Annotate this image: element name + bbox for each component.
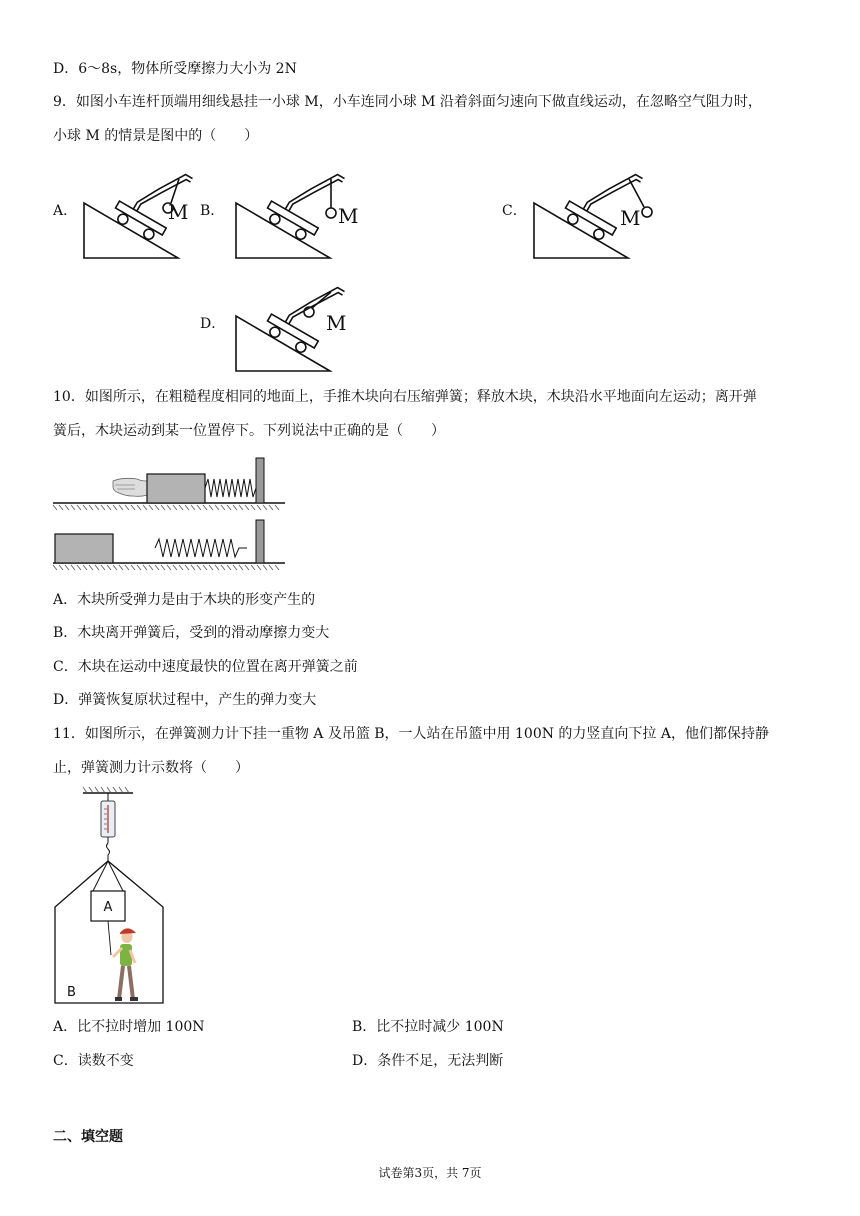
q11-option-a: A．比不拉时增加 100N	[53, 1019, 205, 1035]
q9-a-ball-label: M	[168, 200, 189, 224]
q10-option-b: B．木块离开弹簧后，受到的滑动摩擦力变大	[53, 625, 330, 641]
q11-option-c: C．读数不变	[53, 1053, 134, 1069]
q11-figure	[53, 785, 168, 1007]
q10-top-scene	[53, 458, 285, 510]
q9-option-b-label: B．	[200, 203, 225, 219]
q10-spring-compressed	[205, 479, 256, 497]
q11-option-d: D．条件不足，无法判断	[352, 1053, 504, 1069]
q9-option-c-label: C．	[502, 203, 527, 219]
q9-figure-d	[232, 268, 372, 378]
q9-figure-a	[80, 155, 200, 265]
basket-b-label: B	[67, 985, 76, 1000]
q10-spring-relaxed	[155, 539, 247, 557]
q9-option-d-label: D．	[200, 316, 226, 332]
q9-text-line1: 9．如图小车连杆顶端用细线悬挂一小球 M，小车连同小球 M 沿着斜面匀速向下做直线运动，在忽略空气阻力时，	[53, 94, 762, 110]
q9-option-a-label: A．	[53, 203, 78, 219]
person-icon	[113, 928, 138, 1001]
q8-option-d: D．6～8s，物体所受摩擦力大小为 2N	[53, 61, 297, 77]
q10-figure	[53, 455, 293, 575]
q10-block-bottom	[55, 534, 113, 563]
q9-b-ball-label: M	[338, 204, 359, 228]
weight-a-label: A	[103, 900, 113, 915]
q9-c-ball-label: M	[620, 206, 641, 230]
q9-figure-b	[232, 155, 372, 265]
q9-figure-c	[530, 155, 670, 265]
page-footer: 试卷第3页，共 7页	[378, 1166, 482, 1180]
q9-d-ball-label: M	[326, 311, 347, 335]
q11-option-b: B．比不拉时减少 100N	[352, 1019, 504, 1035]
q10-text-line2: 簧后，木块运动到某一位置停下。下列说法中正确的是（ ）	[53, 423, 445, 439]
q11-text-line1: 11．如图所示，在弹簧测力计下挂一重物 A 及吊篮 B，一人站在吊篮中用 100N 的力竖直向下拉 A，他们都保持静	[53, 726, 769, 742]
spring-scale-icon	[101, 793, 115, 861]
section-title-fill-blank: 二、填空题	[53, 1129, 123, 1145]
q9-text-line2: 小球 M 的情景是图中的（ ）	[53, 128, 259, 144]
q10-option-c: C．木块在运动中速度最快的位置在离开弹簧之前	[53, 659, 358, 675]
q10-option-a: A．木块所受弹力是由于木块的形变产生的	[53, 592, 316, 608]
q10-bottom-scene	[53, 520, 285, 570]
q10-block-top	[147, 474, 205, 503]
q11-text-line2: 止，弹簧测力计示数将（ ）	[53, 760, 249, 776]
q10-text-line1: 10．如图所示，在粗糙程度相同的地面上，手推木块向右压缩弹簧；释放木块，木块沿水平地面向左运动；离开弹	[53, 389, 757, 405]
q10-option-d: D．弹簧恢复原状过程中，产生的弹力变大	[53, 692, 317, 708]
